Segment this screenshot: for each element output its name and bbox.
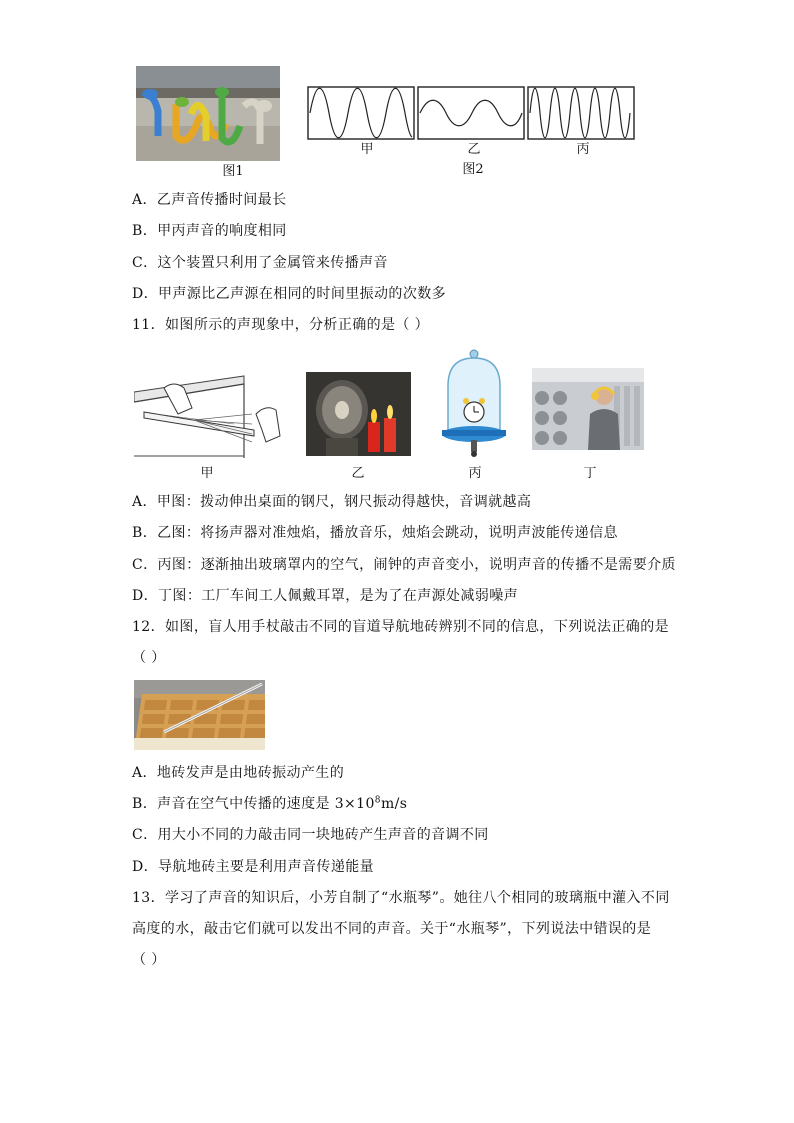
waveform-diagram — [306, 86, 636, 142]
q12-option-b-exponent: 8 — [374, 795, 381, 806]
figure-1-photo — [136, 66, 280, 161]
q10-option-c: C．这个装置只利用了金属管来传播声音 — [132, 255, 388, 271]
q12-option-b-unit: m/s — [380, 796, 408, 812]
q10-option-b: B．甲丙声音的响度相同 — [132, 223, 287, 239]
wave-label-bing: 丙 — [576, 142, 590, 157]
figure-2-caption: 图2 — [462, 162, 484, 177]
q12-option-a: A．地砖发声是由地砖振动产生的 — [132, 765, 345, 781]
q12-figure-tactile-paving — [134, 680, 265, 750]
q11-option-d: D．丁图：工厂车间工人佩戴耳罩，是为了在声源处减弱噪声 — [132, 588, 519, 604]
q13-stem-line-1: 13．学习了声音的知识后，小芳自制了“水瓶琴”。她往八个相同的玻璃瓶中灌入不同 — [132, 890, 670, 906]
q12-option-d: D．导航地砖主要是利用声音传递能量 — [132, 859, 375, 875]
q11-option-b: B．乙图：将扬声器对准烛焰，播放音乐，烛焰会跳动，说明声波能传递信息 — [132, 525, 618, 541]
q12-option-b — [132, 794, 407, 814]
q11-label-bing: 丙 — [468, 466, 482, 481]
q11-figure-factory-worker — [532, 368, 644, 450]
wave-bing — [530, 88, 630, 138]
q11-figure-speaker-candle — [306, 372, 411, 456]
q12-answer-paren: （ ） — [132, 650, 166, 666]
q11-option-a: A．甲图：拨动伸出桌面的钢尺，钢尺振动得越快，音调就越高 — [132, 494, 532, 510]
q11-label-yi: 乙 — [351, 466, 365, 481]
q13-stem-line-2: 高度的水，敲击它们就可以发出不同的声音。关于“水瓶琴”，下列说法中错误的是 — [132, 921, 652, 937]
q10-option-d: D．甲声源比乙声源在相同的时间里振动的次数多 — [132, 286, 447, 302]
q11-figure-bell-jar — [440, 348, 508, 458]
q11-figure-ruler — [134, 374, 288, 458]
q11-option-c: C．丙图：逐渐抽出玻璃罩内的空气，闹钟的声音变小，说明声音的传播不是需要介质 — [132, 557, 676, 573]
figure-1-caption: 图1 — [222, 164, 244, 179]
wave-label-jia: 甲 — [360, 142, 374, 157]
q13-answer-paren: （ ） — [132, 952, 166, 968]
q12-option-c: C．用大小不同的力敲击同一块地砖产生声音的音调不同 — [132, 827, 489, 843]
wave-jia — [310, 88, 412, 138]
q11-label-jia: 甲 — [200, 466, 214, 481]
q12-stem: 12．如图，盲人用手杖敲击不同的盲道导航地砖辨别不同的信息，下列说法正确的是 — [132, 619, 670, 635]
wave-label-yi: 乙 — [467, 142, 481, 157]
q12-option-b-text: B．声音在空气中传播的速度是 3×10 — [132, 796, 375, 812]
q10-option-a: A．乙声音传播时间最长 — [132, 192, 287, 208]
wave-yi — [420, 100, 522, 126]
q11-label-ding: 丁 — [583, 466, 597, 481]
q11-stem: 11．如图所示的声现象中，分析正确的是（ ） — [132, 317, 430, 333]
